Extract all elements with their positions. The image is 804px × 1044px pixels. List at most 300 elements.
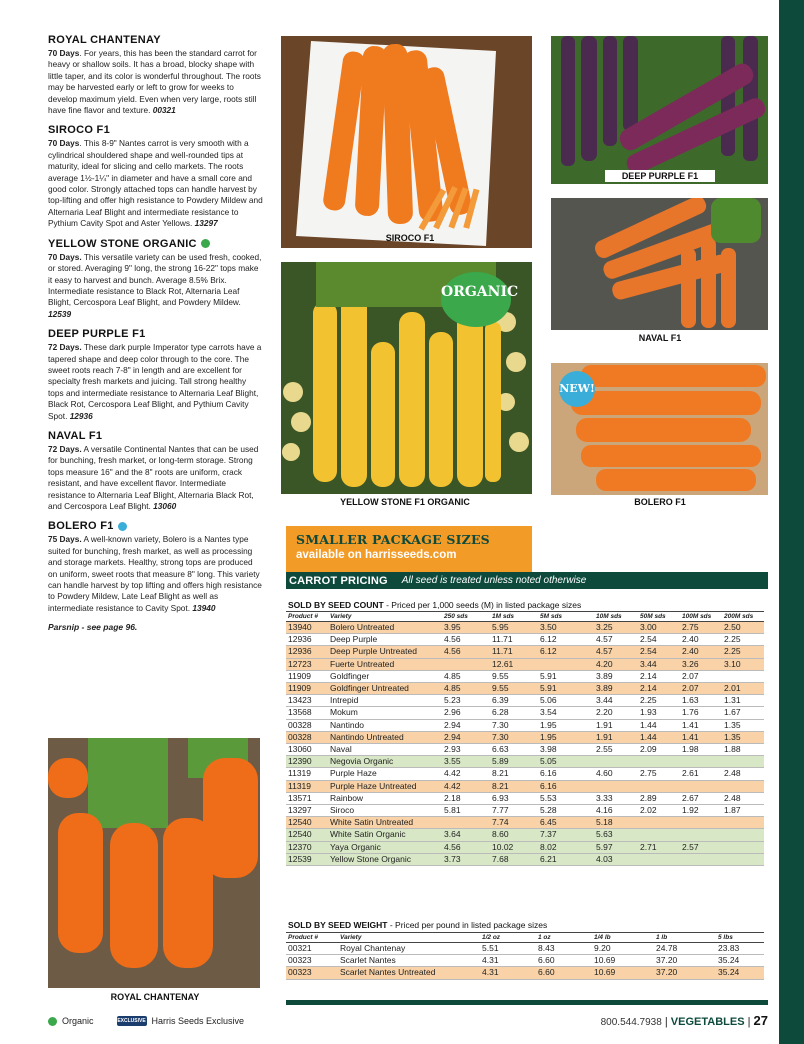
banner-title: SMALLER PACKAGE SIZES (296, 532, 490, 547)
table-cell: 7.37 (538, 829, 594, 841)
table-cell: 2.09 (638, 744, 680, 756)
table-cell (680, 756, 722, 768)
variety-name: ROYAL CHANTENAY (48, 34, 161, 46)
table-row (286, 634, 764, 646)
table-cell: 13940 (286, 622, 328, 634)
variety-description: 70 Days. This versatile variety can be used fresh, cooked, or stored. Averaging 9" long, the strong 16-22" tops make it easy to harvest and bunch. Average 8.5% Brix. Intermediate resistance to Black Rot, Alternaria Leaf Blight, Cercospora Leaf Blight, and Powdery Mildew. 12539 (48, 251, 262, 319)
table-cell: 4.85 (442, 670, 490, 682)
table-cell: White Satin Organic (328, 829, 442, 841)
table-cell: 6.45 (538, 817, 594, 829)
table-cell: 1.41 (680, 731, 722, 743)
column-header: 50M sds (638, 612, 680, 622)
exclusive-badge-icon: EXCLUSIVE (117, 1018, 146, 1024)
count-table-title: SOLD BY SEED COUNT - Priced per 1,000 seeds (M) in listed package sizes (288, 600, 582, 610)
seed-count-price-table (286, 611, 764, 866)
table-cell: 12390 (286, 756, 328, 768)
product-number: 12936 (69, 410, 93, 421)
table-cell: 12540 (286, 829, 328, 841)
table-cell: 3.95 (442, 622, 490, 634)
table-cell: 2.25 (722, 634, 764, 646)
variety-name: NAVAL F1 (48, 429, 103, 442)
table-cell: 11319 (286, 780, 328, 792)
table-cell: 9.55 (490, 683, 538, 695)
product-number: 00321 (152, 105, 176, 116)
product-number: 13940 (192, 602, 216, 613)
table-cell: 4.56 (442, 634, 490, 646)
column-header: 1/2 oz (480, 933, 536, 943)
table-cell: 2.40 (680, 634, 722, 646)
table-cell: 3.55 (442, 756, 490, 768)
table-cell: 1.91 (594, 719, 638, 731)
table-cell: 2.14 (638, 683, 680, 695)
column-header: 10M sds (594, 612, 638, 622)
new-badge: NEW! (559, 371, 595, 407)
table-cell: 10.69 (592, 967, 654, 979)
table-cell: 6.60 (536, 955, 592, 967)
table-cell: 2.94 (442, 731, 490, 743)
table-cell: Nantindo Untreated (328, 731, 442, 743)
column-header: Product # (286, 612, 328, 622)
table-cell (722, 756, 764, 768)
table-cell: 1.95 (538, 731, 594, 743)
column-header: 1/4 lb (592, 933, 654, 943)
table-cell: 5.89 (490, 756, 538, 768)
table-cell: 3.00 (638, 622, 680, 634)
table-cell: Nantindo (328, 719, 442, 731)
royal-chantenay-caption: ROYAL CHANTENAY (110, 992, 200, 1002)
table-cell: 4.20 (594, 658, 638, 670)
table-row (286, 695, 764, 707)
organic-dot-icon (48, 1017, 57, 1026)
variety-block (48, 520, 264, 614)
table-cell: 4.57 (594, 646, 638, 658)
table-cell: 4.31 (480, 955, 536, 967)
table-cell: 6.16 (538, 780, 594, 792)
table-cell: 4.56 (442, 646, 490, 658)
table-cell: 2.50 (722, 622, 764, 634)
table-cell: 4.31 (480, 967, 536, 979)
table-cell: 23.83 (716, 943, 764, 955)
table-cell: 1.41 (680, 719, 722, 731)
table-cell (538, 658, 594, 670)
table-cell: 2.48 (722, 768, 764, 780)
table-row (286, 646, 764, 658)
table-cell: 2.14 (638, 670, 680, 682)
table-cell: 1.91 (594, 731, 638, 743)
deep-purple-photo (551, 36, 768, 184)
table-row (286, 955, 764, 967)
table-row (286, 817, 764, 829)
table-cell: 2.20 (594, 707, 638, 719)
table-cell: 2.54 (638, 646, 680, 658)
table-cell: 13568 (286, 707, 328, 719)
table-row (286, 731, 764, 743)
table-row (286, 622, 764, 634)
table-cell: 8.02 (538, 841, 594, 853)
table-cell: 1.95 (538, 719, 594, 731)
table-row (286, 707, 764, 719)
table-cell: 24.78 (654, 943, 716, 955)
column-header: 250 sds (442, 612, 490, 622)
table-cell: 6.60 (536, 967, 592, 979)
table-cell: Rainbow (328, 792, 442, 804)
column-header: 100M sds (680, 612, 722, 622)
table-cell (442, 658, 490, 670)
table-row (286, 683, 764, 695)
variety-name: BOLERO F1 (48, 520, 264, 532)
siroco-photo (281, 36, 532, 248)
table-cell: 00323 (286, 955, 338, 967)
table-cell: 5.91 (538, 670, 594, 682)
table-cell: Negovia Organic (328, 756, 442, 768)
table-cell: White Satin Untreated (328, 817, 442, 829)
variety-name: DEEP PURPLE F1 (48, 328, 146, 341)
variety-description: 70 Days. For years, this has been the standard carrot for heavy or shallow soils. It has a broad, blocky shape with little taper, and its color is wonderful throughout. The roots may be harvested early or left to grow for weeks to develop maximum yield. Even when very large, roots still have fine flavor and texture. 00321 (48, 48, 261, 116)
exclusive-legend-label: Harris Seeds Exclusive (151, 1016, 245, 1026)
table-cell: 12370 (286, 841, 328, 853)
table-cell: 3.50 (538, 622, 594, 634)
table-cell: Naval (328, 744, 442, 756)
table-cell: 5.81 (442, 805, 490, 817)
table-cell: 4.60 (594, 768, 638, 780)
column-header: Variety (328, 612, 442, 622)
table-cell: 4.42 (442, 768, 490, 780)
table-cell (638, 756, 680, 768)
table-cell (680, 817, 722, 829)
table-cell: 12539 (286, 853, 328, 865)
product-number: 13060 (153, 501, 177, 511)
table-cell: 3.33 (594, 792, 638, 804)
table-cell: 13060 (286, 744, 328, 756)
table-cell: 3.25 (594, 622, 638, 634)
side-color-strip (779, 0, 804, 1044)
variety-description: 75 Days. A well-known variety, Bolero is a Nantes type suited for bunching, fresh market, as well as processing and storage markets. Healthy, strong tops are produced on uniform, sweet roots that measure 8" long. This variety can handle harvest by top lifting and offers high resistance to Powdery Mildew, Late Leaf Blight as well as intermediate resistance to Cavity Spot. 13940 (48, 534, 262, 613)
column-header: 1 lb (654, 933, 716, 943)
column-header: 5M sds (538, 612, 594, 622)
table-cell: 2.71 (638, 841, 680, 853)
table-cell: 2.48 (722, 792, 764, 804)
table-cell: 3.44 (594, 695, 638, 707)
table-cell: 4.57 (594, 634, 638, 646)
table-cell: 3.54 (538, 707, 594, 719)
yellow-stone-photo (281, 262, 532, 494)
table-cell: 6.12 (538, 646, 594, 658)
footer-rule (286, 1000, 768, 1005)
table-cell: 5.63 (594, 829, 638, 841)
table-cell: 12936 (286, 646, 328, 658)
variety-block (48, 430, 264, 512)
table-cell: 13571 (286, 792, 328, 804)
table-cell: 4.42 (442, 780, 490, 792)
table-cell: 6.63 (490, 744, 538, 756)
table-cell (638, 829, 680, 841)
table-row (286, 967, 764, 979)
table-row (286, 756, 764, 768)
table-cell: 1.67 (722, 707, 764, 719)
table-cell (638, 853, 680, 865)
table-cell: Scarlet Nantes Untreated (338, 967, 480, 979)
table-cell: 00328 (286, 719, 328, 731)
table-cell: 2.40 (680, 646, 722, 658)
table-row (286, 841, 764, 853)
table-cell: 3.10 (722, 658, 764, 670)
variety-block (48, 124, 264, 229)
table-cell: 1.44 (638, 719, 680, 731)
yellow-stone-caption: YELLOW STONE F1 ORGANIC (340, 497, 470, 507)
table-cell: 12.61 (490, 658, 538, 670)
table-cell: 12936 (286, 634, 328, 646)
table-cell: 1.92 (680, 805, 722, 817)
table-cell: 9.20 (592, 943, 654, 955)
variety-description: 72 Days. A versatile Continental Nantes that can be used for bunching, fresh market, or long-term storage. Strong tops measure 16" and the 8" roots are uniform, crack resistant, and have excellent flavor. Intermediate resistance to Alternaria Leaf Blight, Alternaria Black Rot, and Cercospora Leaf Blight. 13060 (48, 443, 259, 511)
table-cell: 2.61 (680, 768, 722, 780)
table-cell: 6.21 (538, 853, 594, 865)
table-cell: 8.43 (536, 943, 592, 955)
column-header: 200M sds (722, 612, 764, 622)
table-cell: 7.77 (490, 805, 538, 817)
table-cell: Yaya Organic (328, 841, 442, 853)
table-cell: 35.24 (716, 967, 764, 979)
category-label: VEGETABLES (670, 1016, 745, 1028)
table-cell (680, 829, 722, 841)
table-cell: 6.93 (490, 792, 538, 804)
table-cell: 2.07 (680, 670, 722, 682)
table-cell: Fuerte Untreated (328, 658, 442, 670)
variety-description: 70 Days. This 8-9" Nantes carrot is very smooth with a cylindrical shouldered shape and well-rounded tips at maturity, ideal for slicing and cello markets. The roots average 1½-1¼" in diameter and have a small core and good color. Strongly attached tops can handle harvest by top-lifting and offer high resistance to Powdery Mildew and Alternaria Leaf Blight and intermediate resistance to Pythium Cavity Spot and Aster Yellows. 13297 (48, 138, 263, 229)
table-cell: 2.67 (680, 792, 722, 804)
variety-block (48, 328, 264, 422)
table-cell: 5.28 (538, 805, 594, 817)
table-cell: 12540 (286, 817, 328, 829)
table-cell: 12723 (286, 658, 328, 670)
table-cell: 1.88 (722, 744, 764, 756)
table-cell: 5.53 (538, 792, 594, 804)
table-row (286, 829, 764, 841)
table-cell: 1.63 (680, 695, 722, 707)
variety-block (48, 34, 264, 116)
table-cell (638, 817, 680, 829)
table-row (286, 943, 764, 955)
table-cell: 9.55 (490, 670, 538, 682)
table-cell: 2.18 (442, 792, 490, 804)
table-cell: 5.91 (538, 683, 594, 695)
table-cell: 2.57 (680, 841, 722, 853)
table-cell: 5.18 (594, 817, 638, 829)
table-row (286, 780, 764, 792)
table-cell: 3.44 (638, 658, 680, 670)
table-cell: 11319 (286, 768, 328, 780)
table-cell: 7.30 (490, 719, 538, 731)
table-cell: Goldfinger (328, 670, 442, 682)
column-header: 1M sds (490, 612, 538, 622)
table-cell: 5.23 (442, 695, 490, 707)
table-cell: 4.16 (594, 805, 638, 817)
table-cell: 3.26 (680, 658, 722, 670)
table-cell: 1.35 (722, 719, 764, 731)
table-cell: 6.28 (490, 707, 538, 719)
table-cell (722, 829, 764, 841)
table-cell: Goldfinger Untreated (328, 683, 442, 695)
table-cell: 7.30 (490, 731, 538, 743)
table-cell: 5.51 (480, 943, 536, 955)
table-cell: Mokum (328, 707, 442, 719)
table-cell: 13423 (286, 695, 328, 707)
table-cell: 37.20 (654, 967, 716, 979)
table-cell: 4.56 (442, 841, 490, 853)
table-cell: Intrepid (328, 695, 442, 707)
table-cell: 2.25 (638, 695, 680, 707)
table-cell: 2.75 (638, 768, 680, 780)
table-cell: 2.89 (638, 792, 680, 804)
table-row (286, 670, 764, 682)
table-cell: 1.98 (680, 744, 722, 756)
table-cell: 1.87 (722, 805, 764, 817)
column-header: Variety (338, 933, 480, 943)
table-cell: 13297 (286, 805, 328, 817)
pricing-note: All seed is treated unless noted otherwise (401, 575, 587, 586)
table-cell: 3.89 (594, 683, 638, 695)
table-cell: Purple Haze (328, 768, 442, 780)
organic-badge: ORGANIC (441, 272, 511, 327)
variety-name: YELLOW STONE ORGANIC (48, 238, 264, 250)
table-cell: 1.76 (680, 707, 722, 719)
table-cell: 3.64 (442, 829, 490, 841)
weight-table-title: SOLD BY SEED WEIGHT - Priced per pound in listed package sizes (288, 920, 548, 930)
table-cell: 6.12 (538, 634, 594, 646)
siroco-caption: SIROCO F1 (385, 233, 435, 243)
column-header: 1 oz (536, 933, 592, 943)
table-row (286, 719, 764, 731)
table-cell: 2.55 (594, 744, 638, 756)
table-cell: 10.02 (490, 841, 538, 853)
exclusive-dot-icon (118, 522, 127, 531)
table-cell: 3.73 (442, 853, 490, 865)
table-cell: 00328 (286, 731, 328, 743)
table-cell: Royal Chantenay (338, 943, 480, 955)
table-row (286, 792, 764, 804)
variety-description: 72 Days. These dark purple Imperator type carrots have a tapered shape and deep color through to the core. The sweet roots reach 7-8" in length and are excellent for specialty fresh markets and juicing. Tall strong healthy tops and intermediate resistance to Alternaria Leaf Blight, Black Rot, Cercospora Leaf Blight, and Pythium Cavity Spot. 12936 (48, 342, 262, 421)
bolero-photo (551, 363, 768, 495)
banner-subtitle: available on harrisseeds.com (296, 549, 457, 561)
table-row (286, 853, 764, 865)
table-row (286, 658, 764, 670)
table-cell: 10.69 (592, 955, 654, 967)
table-cell: 8.21 (490, 780, 538, 792)
royal-chantenay-photo (48, 738, 260, 988)
parsnip-note[interactable]: Parsnip - see page 96. (48, 622, 138, 633)
table-cell: 11909 (286, 670, 328, 682)
table-cell: 11909 (286, 683, 328, 695)
table-cell (594, 756, 638, 768)
table-cell: Deep Purple (328, 634, 442, 646)
table-cell: 4.03 (594, 853, 638, 865)
pricing-title: CARROT PRICING (289, 574, 388, 587)
table-cell (722, 670, 764, 682)
table-cell: 8.60 (490, 829, 538, 841)
table-cell: 7.74 (490, 817, 538, 829)
table-cell: 35.24 (716, 955, 764, 967)
table-cell (722, 841, 764, 853)
table-cell: 2.94 (442, 719, 490, 731)
phone-number[interactable]: 800.544.7938 (600, 1017, 662, 1028)
naval-photo (551, 198, 768, 330)
variety-name: SIROCO F1 (48, 124, 110, 137)
deep-purple-caption: DEEP PURPLE F1 (605, 170, 715, 182)
table-cell: 1.35 (722, 731, 764, 743)
table-cell: 2.96 (442, 707, 490, 719)
table-cell: Siroco (328, 805, 442, 817)
table-cell (638, 780, 680, 792)
table-row (286, 768, 764, 780)
table-cell: 4.85 (442, 683, 490, 695)
bolero-caption: BOLERO F1 (634, 497, 686, 507)
product-number: 12539 (48, 308, 72, 319)
table-cell: 2.93 (442, 744, 490, 756)
table-cell: 11.71 (490, 646, 538, 658)
table-cell: 2.07 (680, 683, 722, 695)
legend (48, 1016, 244, 1026)
table-cell (722, 853, 764, 865)
table-cell (680, 853, 722, 865)
seed-weight-price-table (286, 932, 764, 980)
pricing-header-bar (286, 572, 768, 589)
table-cell: 11.71 (490, 634, 538, 646)
table-cell: 6.39 (490, 695, 538, 707)
naval-caption: NAVAL F1 (638, 333, 682, 343)
variety-descriptions (48, 34, 264, 632)
smaller-package-banner[interactable] (286, 526, 532, 572)
table-cell: 5.05 (538, 756, 594, 768)
table-cell: 37.20 (654, 955, 716, 967)
organic-dot-icon (201, 239, 210, 248)
table-cell: 5.97 (594, 841, 638, 853)
table-cell (442, 817, 490, 829)
table-cell: 1.31 (722, 695, 764, 707)
table-cell: 2.01 (722, 683, 764, 695)
table-row (286, 805, 764, 817)
table-row (286, 744, 764, 756)
table-cell: 3.98 (538, 744, 594, 756)
table-cell: 2.02 (638, 805, 680, 817)
table-cell: 8.21 (490, 768, 538, 780)
table-cell: 00321 (286, 943, 338, 955)
column-header: 5 lbs (716, 933, 764, 943)
table-cell: 1.44 (638, 731, 680, 743)
table-cell: Deep Purple Untreated (328, 646, 442, 658)
table-cell: 5.95 (490, 622, 538, 634)
table-cell: 2.25 (722, 646, 764, 658)
variety-block (48, 238, 264, 320)
table-cell (680, 780, 722, 792)
table-cell: Yellow Stone Organic (328, 853, 442, 865)
table-cell: 3.89 (594, 670, 638, 682)
organic-legend-label: Organic (62, 1016, 94, 1026)
table-cell: 00323 (286, 967, 338, 979)
table-cell: 2.54 (638, 634, 680, 646)
table-cell: Bolero Untreated (328, 622, 442, 634)
table-cell: Scarlet Nantes (338, 955, 480, 967)
table-cell: 5.06 (538, 695, 594, 707)
table-cell (722, 780, 764, 792)
table-cell: 2.75 (680, 622, 722, 634)
table-cell (594, 780, 638, 792)
page-footer: 800.544.7938 | VEGETABLES | 27 (600, 1013, 768, 1028)
table-cell (722, 817, 764, 829)
product-number: 13297 (194, 218, 218, 229)
page-number: 27 (753, 1013, 768, 1028)
table-cell: 1.93 (638, 707, 680, 719)
column-header: Product # (286, 933, 338, 943)
